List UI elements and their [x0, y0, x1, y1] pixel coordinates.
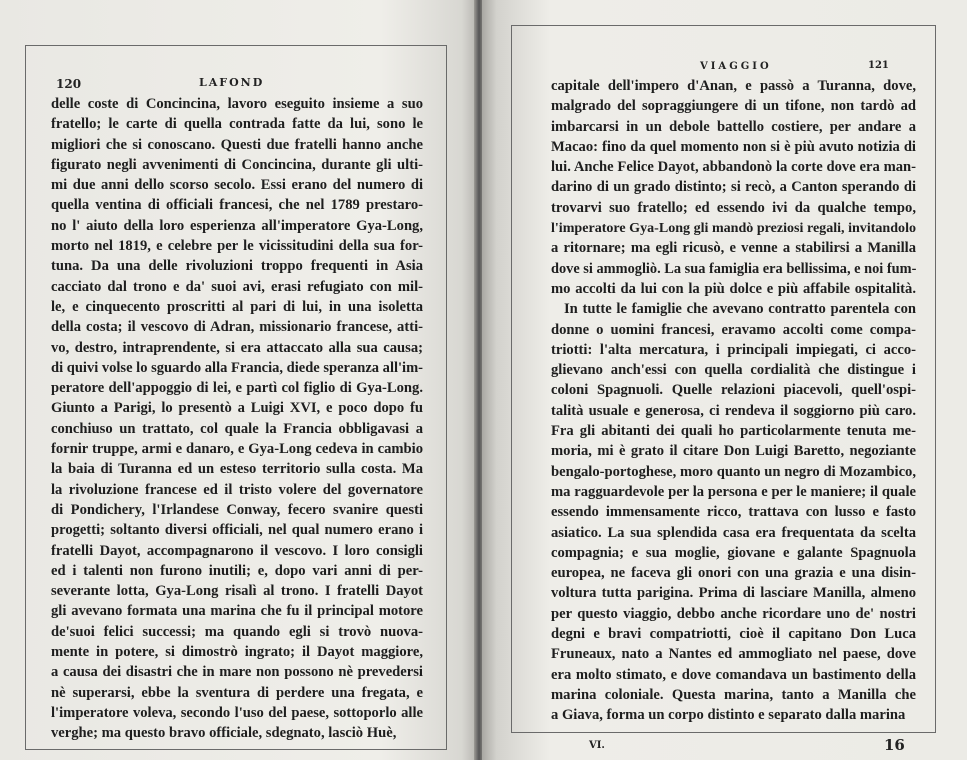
text-line: di quivi volse lo sguardo alla Francia, diede speranza all'im- — [51, 359, 423, 376]
text-line: la rivoluzione francese ed il tristo volere del governatore — [51, 481, 423, 498]
text-line: Fruneaux, nato a Nantes ed ammogliato nel paese, dove — [551, 646, 916, 663]
text-line: le, e cinquecento proscritti al pari di lui, in una isoletta — [51, 298, 423, 315]
text-line: In tutte le famiglie che avevano contratto parentela con — [564, 301, 916, 318]
body-text — [551, 76, 916, 726]
text-line: lui. Anche Felice Dayot, abbandonò la corte dove era man- — [551, 159, 916, 176]
text-line: figurato negli avvenimenti di Concincina, durante gli ulti- — [51, 156, 423, 173]
page-number: 120 — [56, 77, 82, 91]
text-line: cacciato dal trono e da' suoi avi, erasi refugiato con mil- — [51, 278, 423, 295]
text-line: mo accolti da lui con la più dolce e più affabile ospitalità. — [551, 280, 916, 297]
text-line: malgrado del sopraggiungere di un tifone, non tardò ad — [551, 98, 916, 115]
text-line: marina coloniale. Questa marina, tanto a Manilla che — [551, 686, 916, 703]
text-line: fornir truppe, armi e danaro, e Gya-Long cedeva in cambio — [51, 441, 423, 458]
text-line: a Giava, forma un corpo distinto e separato dalla marina — [551, 707, 906, 724]
text-line: essendo immensamente ricco, trattava con lusso e fasto — [551, 504, 916, 521]
text-line: imbarcarsi in un debole battello costiere, per andare a — [551, 118, 916, 135]
text-line: voltura tutta parigina. Prima di lasciare Manilla, almeno — [551, 585, 916, 602]
text-line: trovarvi suo fratello; ed essendo ivi da qualche tempo, — [551, 199, 916, 216]
text-line: quella ventina di officiali francesi, che nel 1789 prestaro- — [51, 197, 423, 214]
text-line: asiatico. La sua splendida casa era frequentata da scelta — [551, 524, 916, 541]
text-line: ma ragguardevole per la persona e per le maniere; il quale — [551, 483, 916, 500]
text-line: la baia di Turanna ed un esteso territorio sulla costa. Ma — [51, 461, 423, 478]
text-line: l'imperatore voleva, secondo l'uso del paese, sottoporlo alle — [51, 704, 423, 721]
text-line: a ritornare; ma egli ricusò, e venne a stabilirsi a Manilla — [551, 240, 916, 257]
text-line: fratelli Dayot, accompagnarono il vescovo. I loro consigli — [51, 542, 423, 559]
text-line: di Pondichery, l'Irlandese Conway, fecero svanire questi — [51, 501, 423, 518]
text-line: della costa; il vescovo di Adran, missionario francese, atti- — [51, 319, 423, 336]
text-line: conchiuso un trattato, col quale la Francia obbligavasi a — [51, 420, 423, 437]
text-line: compagnia; e sua moglie, giovane e galante Spagnuola — [551, 544, 916, 561]
text-line: donne o uomini francesi, eravamo accolti come compa- — [551, 321, 916, 338]
text-line: talità usuale e generosa, ci rendeva il soggiorno più caro. — [551, 402, 916, 419]
text-line: degni e bravi compatriotti, cioè il capitano Don Luca — [551, 626, 916, 643]
text-line: glievano anch'essi con quella cordialità che distingue i — [551, 362, 916, 379]
text-line: ed i talenti non furono inutili; e, dopo vari anni di per- — [51, 562, 423, 579]
text-line: Giunto a Parigi, lo presentò a Luigi XVI, e poco dopo fu — [51, 400, 423, 417]
body-text — [51, 94, 423, 744]
text-line: verghe; ma questo bravo officiale, sdegnato, lasciò Huè, — [51, 725, 397, 742]
text-line: bengalo-portoghese, moro quanto un negro di Mozambico, — [551, 463, 916, 480]
text-line: progetti; soltanto diversi officiali, nel qual numero erano i — [51, 522, 423, 539]
text-line: darino di un grado distinto; si recò, a Canton sperando di — [551, 179, 916, 196]
text-line: Fra gli abitanti dei quali ho particolarmente tenuta me- — [551, 423, 916, 440]
text-line: no l' aiuto della loro esperienza all'imperatore Gya-Long, — [51, 217, 423, 234]
text-line: morto nel 1819, e celebre per le vicissitudini della sua for- — [51, 238, 423, 255]
running-head: LAFOND — [199, 76, 265, 89]
text-line: coloni Spagnuoli. Quelle relazioni piacevoli, quell'ospi- — [551, 382, 916, 399]
text-line: a causa dei disastri che in mare non possono nè prevedersi — [51, 664, 423, 681]
text-line: capitale dell'impero d'Anan, e passò a Turanna, dove, — [551, 78, 916, 94]
text-line: tuna. Da una delle rivoluzioni troppo frequenti in Asia — [51, 258, 423, 275]
text-line: moria, mi è grato il citare Don Luigi Baretto, negoziante — [551, 443, 916, 460]
text-line: nè superarsi, ebbe la sventura di perdere una fregata, e — [51, 684, 423, 701]
text-line: dove si ammogliò. La sua famiglia era bellissima, e noi fum- — [551, 260, 916, 277]
text-line: per questo viaggio, debbo anche ricordare uno de' nostri — [551, 605, 916, 622]
text-line: severante lotta, Gya-Long risalì al trono. I fratelli Dayot — [51, 583, 423, 600]
text-line: mi due anni dello scorso secolo. Essi erano del numero di — [51, 177, 423, 194]
text-line: mente in potere, si dimostrò ingrato; il Dayot maggiore, — [51, 644, 423, 661]
running-head: VIAGGIO — [700, 61, 772, 72]
text-line: l'imperatore Gya-Long gli mandò preziosi regali, invitandolo — [551, 220, 916, 237]
text-line: fratello; le carte di quella contrada fatte da lui, sono le — [51, 116, 423, 133]
text-line: migliori che si conoscano. Questi due fratelli hanno anche — [51, 136, 423, 153]
text-line: era molto stimato, e dove comandava un bastimento della — [551, 666, 916, 683]
text-line: peratore dell'appoggio di lei, e partì col figlio di Gya-Long. — [51, 380, 423, 397]
left-page — [0, 0, 476, 760]
text-line: Macao: fino da quel momento non si è più avuto notizia di — [551, 138, 916, 155]
text-line: de'suoi felici successi; ma quando egli si trovò nuova- — [51, 623, 423, 640]
page-number: 121 — [868, 60, 889, 71]
text-line: gli avevano formata una marina che fu il principal motore — [51, 603, 423, 620]
right-page — [482, 0, 967, 760]
text-line: delle coste di Concincina, lavoro eseguito insieme a suo — [51, 96, 423, 112]
text-line: triotti: l'alta mercatura, i principali impiegati, ci acco- — [551, 341, 916, 358]
text-line: vo, destro, intraprendente, si era attaccato alla sua causa; — [51, 339, 423, 356]
text-line: europea, ne faceva gli onori con una grazia e una disin- — [551, 565, 916, 582]
signature-mark: VI. — [589, 740, 605, 751]
gathering-number: 16 — [884, 736, 905, 754]
